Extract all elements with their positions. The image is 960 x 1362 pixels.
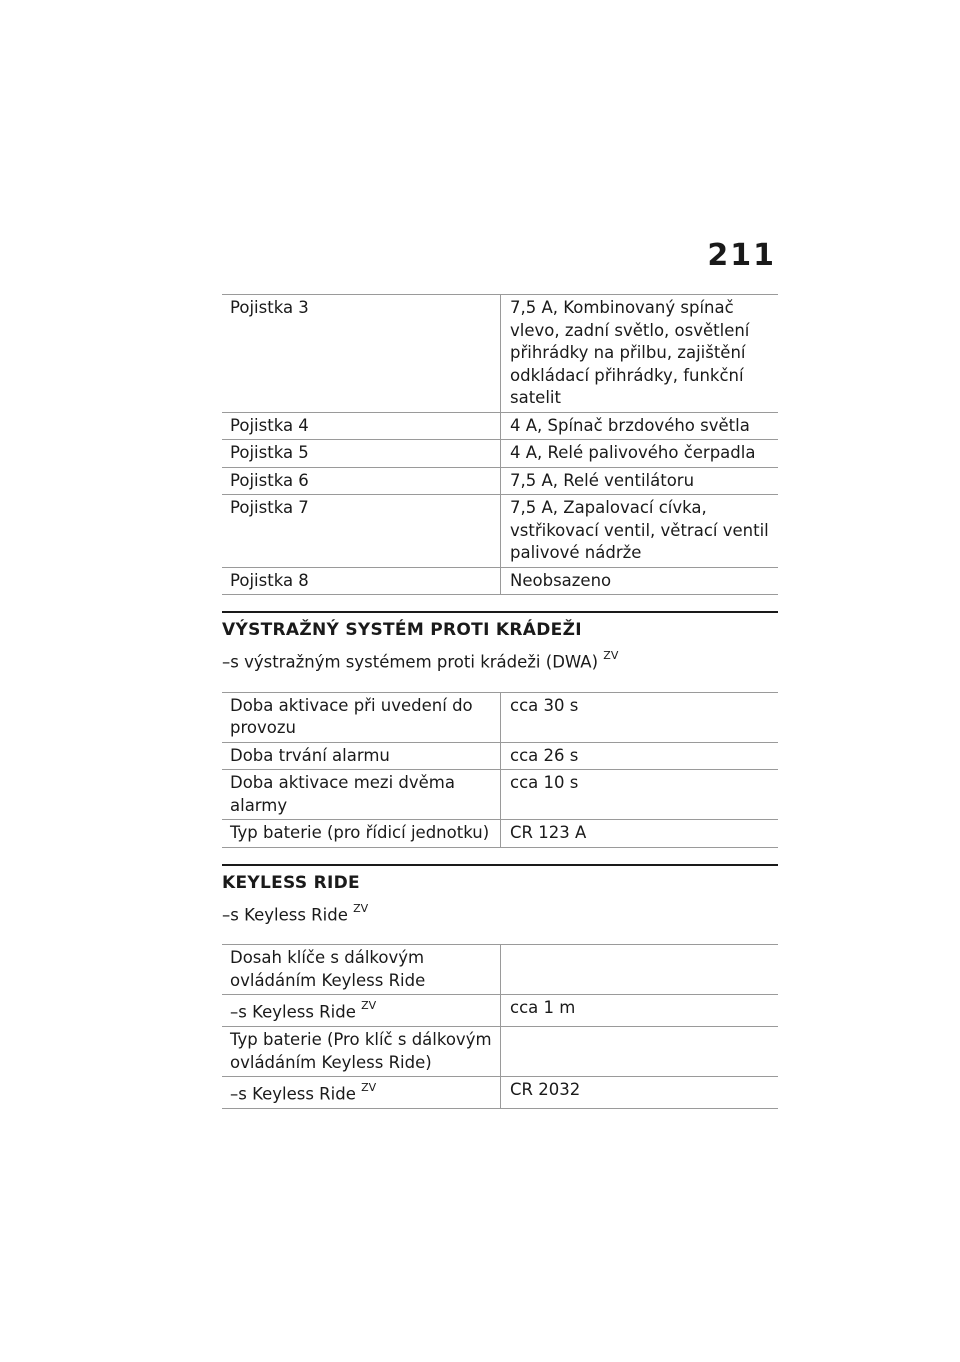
keyless-label-sup: ZV — [361, 999, 377, 1012]
fuse-label: Pojistka 3 — [222, 295, 501, 413]
fuse-label: Pojistka 5 — [222, 440, 501, 468]
table-row — [222, 495, 778, 568]
keyless-label — [222, 995, 501, 1027]
alarm-table — [222, 692, 778, 848]
table-row — [222, 1027, 778, 1077]
keyless-label-text: –s Keyless Ride — [230, 1002, 356, 1022]
alarm-value: CR 123 A — [501, 820, 779, 848]
fuse-label: Pojistka 6 — [222, 467, 501, 495]
keyless-table — [222, 944, 778, 1109]
table-row — [222, 440, 778, 468]
keyless-section — [222, 864, 778, 1110]
table-row — [222, 295, 778, 413]
alarm-label: Doba trvání alarmu — [222, 742, 501, 770]
alarm-subtitle-sup: ZV — [603, 649, 619, 662]
table-row — [222, 467, 778, 495]
keyless-value: cca 1 m — [501, 995, 779, 1027]
alarm-section — [222, 611, 778, 848]
fuse-value: 7,5 A, Zapalovací cívka, vstřikovací ventil, větrací ventil palivové nádrže — [501, 495, 779, 568]
fuse-table — [222, 294, 778, 595]
keyless-label — [222, 1077, 501, 1109]
table-row — [222, 412, 778, 440]
keyless-label-sup: ZV — [361, 1081, 377, 1094]
keyless-label — [222, 1027, 501, 1077]
keyless-section-subtitle — [222, 899, 778, 928]
table-row — [222, 742, 778, 770]
alarm-label: Doba aktivace mezi dvěma alarmy — [222, 770, 501, 820]
fuse-value: 4 A, Spínač brzdového světla — [501, 412, 779, 440]
alarm-value: cca 26 s — [501, 742, 779, 770]
table-row — [222, 1077, 778, 1109]
alarm-section-subtitle — [222, 646, 778, 675]
keyless-subtitle-sup: ZV — [353, 901, 369, 915]
alarm-subtitle-text: –s výstražným systémem proti krádeži (DWA) — [222, 652, 599, 672]
alarm-section-title: VÝSTRAŽNÝ SYSTÉM PROTI KRÁDEŽI — [222, 620, 582, 640]
page-number: 211 — [707, 238, 776, 273]
alarm-value: cca 30 s — [501, 692, 779, 742]
fuse-value: 4 A, Relé palivového čerpadla — [501, 440, 779, 468]
table-row — [222, 692, 778, 742]
alarm-value: cca 10 s — [501, 770, 779, 820]
fuse-label: Pojistka 7 — [222, 495, 501, 568]
table-row — [222, 995, 778, 1027]
table-row — [222, 820, 778, 848]
keyless-value — [501, 1027, 779, 1077]
keyless-section-title: KEYLESS RIDE — [222, 872, 360, 893]
keyless-label-text: Typ baterie (Pro klíč s dálkovým ovládáním Keyless Ride) — [230, 1030, 492, 1072]
fuse-label: Pojistka 8 — [222, 567, 501, 595]
keyless-label-text: –s Keyless Ride — [230, 1084, 356, 1104]
keyless-subtitle-text: –s Keyless Ride — [222, 905, 348, 924]
table-row — [222, 770, 778, 820]
keyless-label-text: Dosah klíče s dálkovým ovládáním Keyless Ride — [230, 948, 426, 990]
alarm-label: Typ baterie (pro řídicí jednotku) — [222, 820, 501, 848]
alarm-label: Doba aktivace při uvedení do provozu — [222, 692, 501, 742]
page-content — [222, 294, 778, 1109]
fuse-value: 7,5 A, Kombinovaný spínač vlevo, zadní světlo, osvětlení přihrádky na přilbu, zajištění odkládací přihrádky, funkční satelit — [501, 295, 779, 413]
fuse-value: 7,5 A, Relé ventilátoru — [501, 467, 779, 495]
table-row — [222, 945, 778, 995]
keyless-label — [222, 945, 501, 995]
fuse-label: Pojistka 4 — [222, 412, 501, 440]
keyless-value: CR 2032 — [501, 1077, 779, 1109]
fuse-value: Neobsazeno — [501, 567, 779, 595]
table-row — [222, 567, 778, 595]
keyless-value — [501, 945, 779, 995]
